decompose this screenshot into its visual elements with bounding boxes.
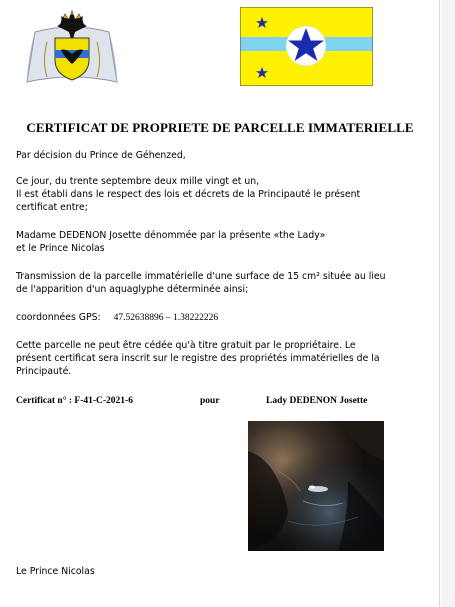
gps-value: 47.52638896 – 1.38222226 [113,313,219,323]
transmission-line-2: de l'apparition d'un aquaglyphe déterminée ainsi; [16,284,249,295]
gps-label: coordonnées GPS: [16,312,101,323]
owner-name: Lady DEDENON Josette [266,396,368,406]
party-line-1: Madame DEDENON Josette dénommée par la présente «the Lady» [16,230,326,241]
party-line-2: et le Prince Nicolas [16,243,105,254]
decision-line: Par décision du Prince de Géhenzed, [16,150,186,161]
signature-line: Le Prince Nicolas [16,566,95,577]
gps-row [16,311,434,325]
coat-of-arms-icon [17,2,127,86]
date-line-2: Il est établi dans le respect des lois et décrets de la Principauté le présent [16,189,361,200]
for-label: pour [200,396,220,406]
scroll-margin [441,0,455,607]
date-line-3: certificat entre; [16,202,88,213]
clause-line-3: Principauté. [16,366,72,377]
document-title: CERTIFICAT DE PROPRIETE DE PARCELLE IMMATERIELLE [26,120,414,135]
certificate-number: Certificat n° : F-41-C-2021-6 [16,396,133,406]
principality-flag-icon [240,7,373,86]
clause-line-1: Cette parcelle ne peut être cédée qu'à titre gratuit par le propriétaire. Le [16,340,356,351]
transmission-line-1: Transmission de la parcelle immatérielle d'une surface de 15 cm² située au lieu [16,271,386,282]
clause-line-2: présent certificat sera inscrit sur le registre des propriétés immatérielles de la [16,353,380,364]
date-line-1: Ce jour, du trente septembre deux mille vingt et un, [16,176,260,187]
aquaglyph-photo [248,421,384,551]
